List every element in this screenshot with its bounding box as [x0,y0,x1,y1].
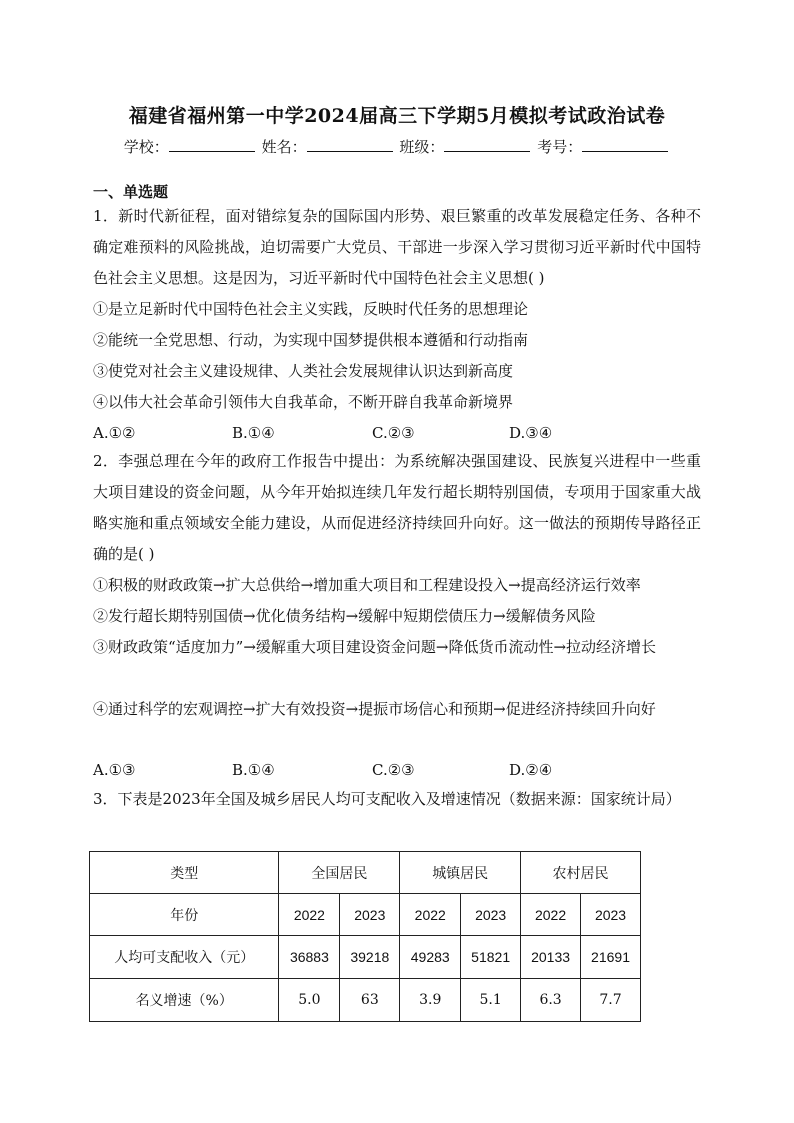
table-cell: 2022 [279,894,340,936]
question-1-option-3: ③使党对社会主义建设规律、人类社会发展规律认识达到新高度 [93,362,514,380]
exam-title: 福建省福州第一中学2024届高三下学期5月模拟考试政治试卷 [128,105,666,127]
choice-c[interactable]: C.②③ [372,761,415,779]
class-blank[interactable] [444,137,530,152]
table-cell: 63 [340,979,400,1022]
table-cell: 21691 [581,936,641,979]
table-row [90,894,641,936]
type-header: 类型 [90,852,279,894]
choice-d[interactable]: D.③④ [509,424,553,442]
name-label: 姓名： [261,138,307,156]
table-cell: 49283 [400,936,461,979]
table-cell: 2023 [340,894,400,936]
question-1-option-4: ④以伟大社会革命引领伟大自我革命，不断开辟自我革命新境界 [93,393,514,411]
exam-number-blank[interactable] [582,137,668,152]
row-label: 人均可支配收入（元） [90,936,279,979]
student-info-line [0,136,794,157]
table-cell: 20133 [521,936,581,979]
income-table [89,851,641,1022]
choice-a[interactable]: A.①② [93,424,136,442]
question-2-option-1: ①积极的财政政策→扩大总供给→增加重大项目和工程建设投入→提高经济运行效率 [93,576,641,594]
table-cell: 39218 [340,936,400,979]
table-cell: 7.7 [581,979,641,1022]
table-row [90,936,641,979]
table-cell: 2022 [521,894,581,936]
question-2-option-3: ③财政政策“适度加力”→缓解重大项目建设资金问题→降低货币流动性→拉动经济增长 [93,638,657,656]
rural-header: 农村居民 [521,852,641,894]
exam-number-label: 考号： [537,138,583,156]
table-cell: 6.3 [521,979,581,1022]
table-header-row [90,852,641,894]
table-cell: 36883 [279,936,340,979]
name-blank[interactable] [307,137,393,152]
choice-d[interactable]: D.②④ [509,761,553,779]
urban-header: 城镇居民 [400,852,521,894]
table-row [90,979,641,1022]
table-cell: 2022 [400,894,461,936]
row-label: 名义增速（%） [90,979,279,1022]
choice-c[interactable]: C.②③ [372,424,415,442]
school-blank[interactable] [169,137,255,152]
table-cell: 2023 [581,894,641,936]
national-header: 全国居民 [279,852,400,894]
question-1-stem: 1．新时代新征程，面对错综复杂的国际国内形势、艰巨繁重的改革发展稳定任务、各种不确定难预料的风险挑战，迫切需要广大党员、干部进一步深入学习贯彻习近平新时代中国特色社会主义思想。这是因为，习近平新时代中国特色社会主义思想( ) [93,207,701,287]
table-cell: 2023 [461,894,521,936]
year-label: 年份 [90,894,279,936]
question-2-option-4: ④通过科学的宏观调控→扩大有效投资→提振市场信心和预期→促进经济持续回升向好 [93,700,656,718]
question-2-stem: 2．李强总理在今年的政府工作报告中提出：为系统解决强国建设、民族复兴进程中一些重大项目建设的资金问题，从今年开始拟连续几年发行超长期特别国债，专项用于国家重大战略实施和重点领域安全能力建设，从而促进经济持续回升向好。这一做法的预期传导路径正确的是( ) [93,452,701,563]
choice-b[interactable]: B.①④ [232,761,275,779]
question-3-stem: 3．下表是2023年全国及城乡居民人均可支配收入及增速情况（数据来源：国家统计局） [93,790,681,808]
question-1-option-1: ①是立足新时代中国特色社会主义实践，反映时代任务的思想理论 [93,300,529,318]
question-1-option-2: ②能统一全党思想、行动，为实现中国梦提供根本遵循和行动指南 [93,331,529,349]
section-heading: 一、单选题 [93,183,169,201]
choice-b[interactable]: B.①④ [232,424,275,442]
question-2-option-2: ②发行超长期特别国债→优化债务结构→缓解中短期偿债压力→缓解债务风险 [93,607,596,625]
table-cell: 3.9 [400,979,461,1022]
choice-a[interactable]: A.①③ [93,761,136,779]
table-cell: 51821 [461,936,521,979]
class-label: 班级： [399,138,445,156]
school-label: 学校： [123,138,169,156]
table-cell: 5.1 [461,979,521,1022]
table-cell: 5.0 [279,979,340,1022]
